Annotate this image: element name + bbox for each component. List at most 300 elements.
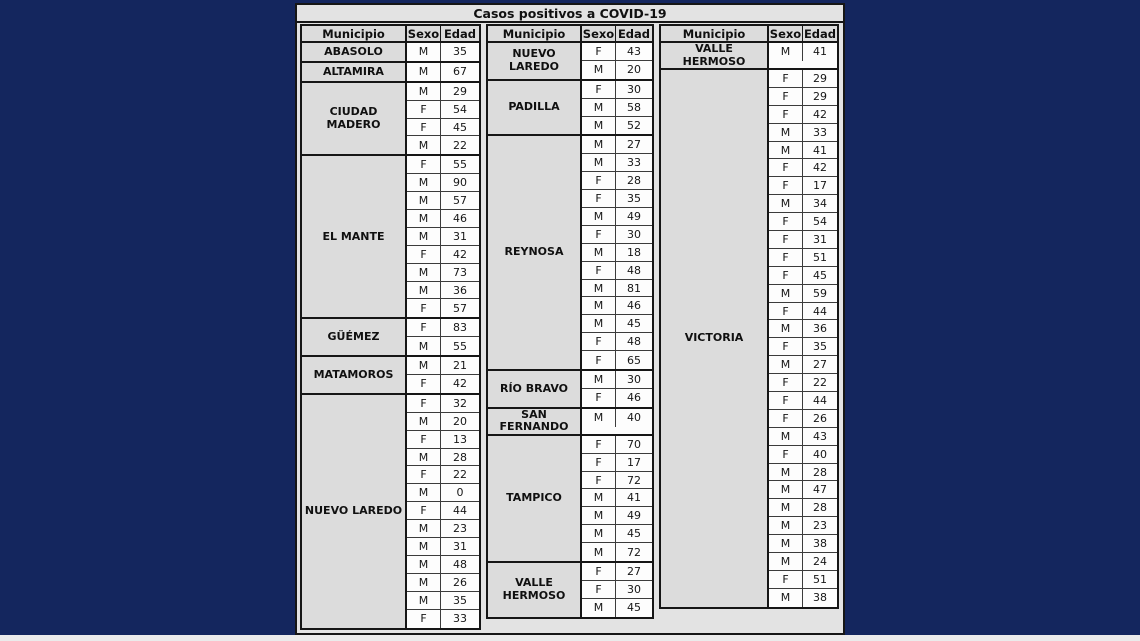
edad-cell: 51 [803, 249, 837, 266]
table-row [407, 337, 479, 355]
edad-cell: 90 [441, 174, 479, 191]
table-row [769, 320, 837, 338]
table-row [582, 172, 652, 190]
sexo-cell: F [582, 436, 616, 453]
sexo-cell: F [582, 333, 616, 350]
sexo-cell: F [582, 581, 616, 598]
municipio-group [488, 136, 652, 371]
table-row [407, 119, 479, 137]
edad-cell: 81 [616, 280, 652, 297]
sexo-cell: M [582, 297, 616, 314]
edad-cell: 72 [616, 543, 652, 561]
edad-cell: 33 [441, 610, 479, 628]
edad-cell: 59 [803, 285, 837, 302]
table-row [582, 454, 652, 472]
subtable-2 [486, 24, 654, 619]
edad-cell: 47 [803, 481, 837, 498]
table-row [769, 553, 837, 571]
municipio-group [302, 319, 479, 357]
sexo-cell: M [769, 142, 803, 159]
edad-cell: 13 [441, 431, 479, 448]
municipio-group [488, 563, 652, 617]
table-row [769, 392, 837, 410]
sexo-cell: F [769, 88, 803, 105]
edad-cell: 34 [803, 195, 837, 212]
table-row [582, 154, 652, 172]
sexo-cell: M [407, 337, 441, 355]
municipio-cell: MATAMOROS [302, 357, 407, 393]
table-row [582, 136, 652, 154]
table-row [582, 208, 652, 226]
edad-cell: 55 [441, 337, 479, 355]
sexo-cell: M [769, 517, 803, 534]
edad-cell: 43 [616, 43, 652, 60]
sexo-cell: F [407, 119, 441, 136]
sexo-cell: F [769, 392, 803, 409]
table-row [582, 581, 652, 599]
edad-cell: 26 [441, 574, 479, 591]
group-rows [769, 43, 837, 68]
edad-cell: 33 [616, 154, 652, 171]
sexo-cell: F [769, 177, 803, 194]
edad-cell: 44 [803, 303, 837, 320]
edad-cell: 35 [441, 592, 479, 609]
sexo-cell: M [407, 592, 441, 609]
sexo-cell: M [407, 520, 441, 537]
table-title: Casos positivos a COVID-19 [297, 5, 843, 23]
sexo-cell: M [582, 543, 616, 561]
table-row [582, 543, 652, 561]
sexo-cell: M [582, 507, 616, 524]
sexo-cell: F [407, 395, 441, 412]
edad-cell: 30 [616, 581, 652, 598]
edad-cell: 30 [616, 371, 652, 388]
column-header-edad: Edad [803, 26, 837, 41]
edad-cell: 46 [441, 210, 479, 227]
table-row [769, 589, 837, 607]
table-row [582, 371, 652, 389]
group-rows [407, 357, 479, 393]
group-rows [582, 81, 652, 135]
subtable-3 [659, 24, 839, 609]
edad-cell: 30 [616, 226, 652, 243]
sexo-cell: M [407, 264, 441, 281]
sexo-cell: M [407, 282, 441, 299]
table-row [407, 413, 479, 431]
edad-cell: 28 [616, 172, 652, 189]
table-row [769, 428, 837, 446]
table-row [407, 246, 479, 264]
sexo-cell: F [769, 106, 803, 123]
table-row [407, 556, 479, 574]
sexo-cell: F [582, 454, 616, 471]
table-row [407, 174, 479, 192]
group-rows [582, 563, 652, 617]
table-row [407, 192, 479, 210]
edad-cell: 28 [441, 449, 479, 466]
table-row [407, 431, 479, 449]
sexo-cell: F [582, 563, 616, 580]
column-header-municipio: Municipio [302, 26, 407, 41]
table-row [769, 106, 837, 124]
municipio-cell: PADILLA [488, 81, 582, 135]
municipio-cell: TAMPICO [488, 436, 582, 561]
sexo-cell: M [769, 124, 803, 141]
edad-cell: 36 [441, 282, 479, 299]
table-row [769, 410, 837, 428]
table-row [582, 436, 652, 454]
sexo-cell: M [582, 280, 616, 297]
sexo-cell: F [582, 262, 616, 279]
sexo-cell: F [769, 410, 803, 427]
table-row [769, 303, 837, 321]
sexo-cell: F [769, 213, 803, 230]
edad-cell: 49 [616, 208, 652, 225]
table-row [769, 374, 837, 392]
table-row [407, 357, 479, 375]
sexo-cell: M [582, 99, 616, 116]
bottom-margin-strip [0, 635, 1140, 641]
edad-cell: 31 [803, 231, 837, 248]
sexo-cell: M [582, 61, 616, 79]
edad-cell: 22 [803, 374, 837, 391]
group-rows [407, 395, 479, 628]
sexo-cell: M [769, 589, 803, 607]
edad-cell: 23 [441, 520, 479, 537]
table-row [407, 136, 479, 154]
edad-cell: 38 [803, 589, 837, 607]
sexo-cell: M [582, 371, 616, 388]
table-row [582, 472, 652, 490]
sexo-cell: F [769, 374, 803, 391]
sexo-cell: M [407, 192, 441, 209]
group-rows [407, 83, 479, 155]
table-row [769, 571, 837, 589]
sexo-cell: M [407, 357, 441, 374]
edad-cell: 28 [803, 464, 837, 481]
tables-row [297, 24, 843, 630]
municipio-cell: GÜÉMEZ [302, 319, 407, 355]
table-row [769, 481, 837, 499]
edad-cell: 46 [616, 389, 652, 407]
table-row [582, 81, 652, 99]
edad-cell: 44 [441, 502, 479, 519]
table-row [407, 210, 479, 228]
table-row [769, 231, 837, 249]
municipio-cell: REYNOSA [488, 136, 582, 369]
municipio-group [488, 371, 652, 409]
table-row [407, 375, 479, 393]
edad-cell: 57 [441, 299, 479, 317]
sexo-cell: F [582, 43, 616, 60]
edad-cell: 45 [616, 525, 652, 542]
edad-cell: 18 [616, 244, 652, 261]
edad-cell: 42 [441, 246, 479, 263]
group-rows [582, 43, 652, 79]
table-row [582, 525, 652, 543]
edad-cell: 83 [441, 319, 479, 336]
edad-cell: 29 [803, 70, 837, 87]
table-row [769, 356, 837, 374]
edad-cell: 17 [803, 177, 837, 194]
table-row [769, 195, 837, 213]
group-rows [582, 371, 652, 407]
table-row [769, 70, 837, 88]
edad-cell: 26 [803, 410, 837, 427]
table-row [582, 244, 652, 262]
table-row [769, 249, 837, 267]
table-row [769, 267, 837, 285]
sexo-cell: M [769, 535, 803, 552]
sexo-cell: F [407, 246, 441, 263]
edad-cell: 38 [803, 535, 837, 552]
municipio-cell: EL MANTE [302, 156, 407, 317]
sexo-cell: M [582, 117, 616, 135]
sexo-cell: F [407, 431, 441, 448]
table-row [407, 156, 479, 174]
sexo-cell: F [582, 226, 616, 243]
edad-cell: 58 [616, 99, 652, 116]
sexo-cell: M [407, 228, 441, 245]
table-row [407, 574, 479, 592]
edad-cell: 22 [441, 466, 479, 483]
edad-cell: 72 [616, 472, 652, 489]
sexo-cell: M [407, 449, 441, 466]
sexo-cell: M [582, 489, 616, 506]
municipio-group [488, 81, 652, 137]
municipio-cell: VALLE HERMOSO [488, 563, 582, 617]
table-row [407, 83, 479, 101]
group-rows [407, 319, 479, 355]
sexo-cell: M [582, 244, 616, 261]
table-row [769, 464, 837, 482]
table-row [769, 517, 837, 535]
table-row [582, 409, 652, 427]
table-row [582, 351, 652, 369]
sexo-cell: M [407, 538, 441, 555]
sexo-cell: F [582, 351, 616, 369]
table-row [407, 395, 479, 413]
sexo-cell: F [407, 299, 441, 317]
sexo-cell: F [582, 472, 616, 489]
sexo-cell: M [582, 154, 616, 171]
edad-cell: 35 [441, 43, 479, 61]
edad-cell: 48 [616, 262, 652, 279]
municipio-group [302, 83, 479, 157]
edad-cell: 70 [616, 436, 652, 453]
table-row [407, 63, 479, 81]
municipio-group [488, 409, 652, 436]
edad-cell: 65 [616, 351, 652, 369]
table-row [582, 297, 652, 315]
edad-cell: 42 [441, 375, 479, 393]
table-row [407, 502, 479, 520]
edad-cell: 41 [616, 489, 652, 506]
table-row [582, 99, 652, 117]
sexo-cell: F [769, 338, 803, 355]
table-row [582, 489, 652, 507]
sexo-cell: F [769, 571, 803, 588]
sexo-cell: M [582, 136, 616, 153]
table-row [407, 101, 479, 119]
column-header-sexo: Sexo [407, 26, 440, 41]
municipio-group [488, 43, 652, 81]
sexo-cell: F [582, 172, 616, 189]
municipio-cell: ALTAMIRA [302, 63, 407, 81]
municipio-cell: NUEVO LAREDO [488, 43, 582, 79]
sexo-cell: M [582, 599, 616, 617]
edad-cell: 42 [803, 159, 837, 176]
sexo-cell: F [407, 466, 441, 483]
table-row [769, 124, 837, 142]
sexo-cell: M [769, 285, 803, 302]
edad-cell: 55 [441, 156, 479, 173]
column-header-edad: Edad [617, 26, 651, 41]
edad-cell: 45 [803, 267, 837, 284]
table-row [407, 538, 479, 556]
municipio-cell: SAN FERNANDO [488, 409, 582, 434]
sexo-cell: M [769, 428, 803, 445]
table-row [769, 142, 837, 160]
sexo-cell: F [407, 101, 441, 118]
table-row [769, 535, 837, 553]
sexo-cell: M [769, 553, 803, 570]
table-row [582, 599, 652, 617]
sexo-cell: M [769, 499, 803, 516]
sexo-cell: M [407, 413, 441, 430]
edad-cell: 40 [803, 446, 837, 463]
sexo-cell: M [582, 525, 616, 542]
municipio-cell: ABASOLO [302, 43, 407, 61]
table-row [407, 592, 479, 610]
table-row [407, 299, 479, 317]
sexo-cell: M [407, 63, 441, 81]
sexo-cell: F [769, 446, 803, 463]
table-row [769, 213, 837, 231]
edad-cell: 43 [803, 428, 837, 445]
header-row [488, 26, 652, 43]
edad-cell: 0 [441, 484, 479, 501]
table-row [407, 282, 479, 300]
edad-cell: 35 [803, 338, 837, 355]
sexo-cell: M [407, 136, 441, 154]
table-row [582, 61, 652, 79]
group-rows [582, 409, 652, 434]
edad-cell: 35 [616, 190, 652, 207]
table-row [582, 190, 652, 208]
edad-cell: 30 [616, 81, 652, 98]
edad-cell: 20 [616, 61, 652, 79]
municipio-cell: NUEVO LAREDO [302, 395, 407, 628]
table-row [769, 88, 837, 106]
sexo-cell: F [582, 389, 616, 407]
municipio-cell: RÍO BRAVO [488, 371, 582, 407]
table-row [769, 338, 837, 356]
subtable-1 [300, 24, 481, 630]
municipio-group [302, 395, 479, 628]
table-row [407, 484, 479, 502]
group-rows [582, 436, 652, 561]
edad-cell: 27 [803, 356, 837, 373]
edad-cell: 57 [441, 192, 479, 209]
edad-cell: 44 [803, 392, 837, 409]
edad-cell: 17 [616, 454, 652, 471]
table-row [407, 466, 479, 484]
table-row [582, 389, 652, 407]
municipio-group [661, 43, 837, 70]
edad-cell: 40 [616, 409, 652, 427]
sexo-cell: M [769, 464, 803, 481]
edad-cell: 73 [441, 264, 479, 281]
table-row [769, 285, 837, 303]
table-row [582, 226, 652, 244]
edad-cell: 21 [441, 357, 479, 374]
group-rows [407, 43, 479, 61]
edad-cell: 41 [803, 43, 837, 61]
table-row [582, 117, 652, 135]
edad-cell: 20 [441, 413, 479, 430]
column-header-sexo: Sexo [582, 26, 615, 41]
group-rows [407, 156, 479, 317]
sexo-cell: M [769, 195, 803, 212]
sexo-cell: F [769, 231, 803, 248]
edad-cell: 48 [616, 333, 652, 350]
sexo-cell: M [407, 574, 441, 591]
sexo-cell: M [407, 210, 441, 227]
edad-cell: 51 [803, 571, 837, 588]
edad-cell: 42 [803, 106, 837, 123]
column-header-edad: Edad [443, 26, 477, 41]
edad-cell: 27 [616, 563, 652, 580]
edad-cell: 27 [616, 136, 652, 153]
sexo-cell: F [582, 81, 616, 98]
sexo-cell: M [407, 556, 441, 573]
edad-cell: 22 [441, 136, 479, 154]
table-row [769, 499, 837, 517]
sexo-cell: M [769, 356, 803, 373]
table-row [407, 228, 479, 246]
municipio-cell: VALLE HERMOSO [661, 43, 769, 68]
edad-cell: 45 [441, 119, 479, 136]
edad-cell: 54 [441, 101, 479, 118]
sexo-cell: M [407, 83, 441, 100]
table-row [582, 563, 652, 581]
edad-cell: 29 [803, 88, 837, 105]
table-row [582, 280, 652, 298]
table-row [407, 520, 479, 538]
sexo-cell: M [407, 43, 441, 61]
table-row [407, 319, 479, 337]
table-row [582, 333, 652, 351]
column-header-municipio: Municipio [488, 26, 582, 41]
sexo-cell: F [769, 267, 803, 284]
sexo-cell: F [582, 190, 616, 207]
edad-cell: 46 [616, 297, 652, 314]
municipio-group [302, 357, 479, 395]
edad-cell: 45 [616, 315, 652, 332]
sexo-cell: M [769, 481, 803, 498]
table-row [582, 315, 652, 333]
group-rows [582, 136, 652, 369]
column-header-sexo: Sexo [769, 26, 802, 41]
municipio-cell: CIUDAD MADERO [302, 83, 407, 155]
sexo-cell: F [407, 319, 441, 336]
municipio-group [488, 436, 652, 563]
table-row [407, 43, 479, 61]
municipio-group [302, 63, 479, 83]
edad-cell: 36 [803, 320, 837, 337]
table-row [769, 43, 837, 61]
